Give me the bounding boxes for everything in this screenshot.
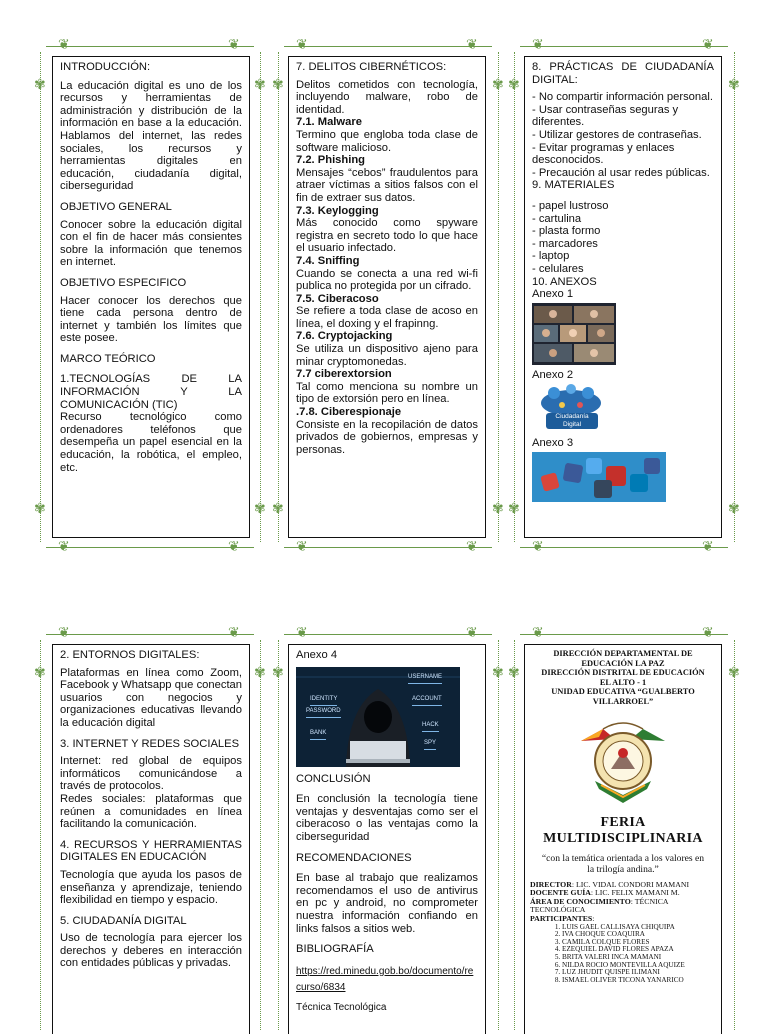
crime-list [296, 116, 478, 456]
vine-flourish-icon: ✾ [492, 665, 504, 681]
material-item: - celulares [532, 262, 584, 275]
vine-flourish-icon: ✾ [728, 665, 740, 681]
vine-flourish-icon: ✾ [254, 77, 266, 93]
vine-flourish-icon: ✾ [508, 665, 520, 681]
material-item: - laptop [532, 250, 570, 263]
practice-item: - Evitar programas y enlaces desconocidos. [532, 141, 675, 167]
vine-flourish-icon: ❦ [228, 37, 240, 53]
school-crest-icon [573, 711, 673, 811]
paragraph: Tecnología que ayuda los pasos de enseñanza y aprendizaje, teniendo flexibilidad en tiempo y espacio. [60, 868, 242, 907]
director-name: : LIC. VIDAL CONDORI MAMANI [571, 879, 690, 889]
hacker-tag-label: BANK [310, 727, 326, 741]
header-line: EDUCACIÓN LA PAZ [581, 658, 665, 668]
crime-heading: 7.6. Cryptojacking [296, 330, 393, 343]
hacker-tag-label: HACK [422, 719, 439, 733]
paragraph: Redes sociales: plataformas que reúnen a comunidades en línea facilitando la comunicación. [60, 792, 242, 831]
director-label: DIRECTOR [530, 879, 572, 889]
paragraph: Uso de tecnología para ejercer los derechos y deberes en interacción con entidades públicas y privadas. [60, 932, 242, 970]
teacher-name: : LIC. FELIX MAMANI M. [590, 888, 680, 898]
area-label: ÁREA DE CONOCIMIENTO [530, 896, 631, 906]
vine-flourish-icon: ✾ [272, 77, 284, 93]
practice-item: - Usar contraseñas seguras y diferentes. [532, 103, 679, 129]
crime-description: Más conocido como spyware registra en secreto todo lo que hace el usuario infectado. [296, 217, 478, 255]
crime-description: Termino que engloba toda clase de software malicioso. [296, 128, 478, 154]
vine-flourish-icon: ✾ [508, 77, 520, 93]
hacker-image [296, 667, 460, 767]
hacker-tag-label: USERNAME [408, 671, 442, 685]
fair-subtitle: “con la temática orientada a los valores en la trilogía andina.” [541, 852, 705, 875]
header-line: UNIDAD EDUCATIVA “GUALBERTO [551, 687, 695, 697]
section-title: RECOMENDACIONES [296, 851, 412, 864]
crime-heading: 7.2. Phishing [296, 154, 366, 167]
section-title: CONCLUSIÓN [296, 772, 371, 785]
annex-label: Anexo 4 [296, 649, 338, 661]
panel-conclusion [288, 644, 486, 1034]
vine-flourish-icon: ❦ [532, 625, 544, 641]
vine-flourish-icon: ✾ [34, 501, 46, 517]
panel-cybercrimes [288, 56, 486, 538]
practice-item: - No compartir información personal. [532, 91, 713, 104]
vine-flourish-icon: ❦ [532, 37, 544, 53]
crime-description: Tal como menciona su nombre un tipo de extorsión pero en línea. [296, 380, 478, 406]
vine-flourish-icon: ✾ [34, 665, 46, 681]
practice-list [532, 91, 714, 179]
paragraph: Conocer sobre la educación digital con el fin de hacer más consientes sobre la información que tenemos en internet. [60, 218, 242, 269]
panel-digital-environments [52, 644, 250, 1034]
annex-label: Anexo 1 [532, 288, 574, 301]
hacker-tag-label: IDENTITY [310, 693, 337, 707]
logo-label: Ciudadanía Digital [546, 413, 598, 429]
vine-flourish-icon: ❦ [296, 37, 308, 53]
section-title: OBJETIVO ESPECIFICO [60, 276, 187, 289]
crime-description: Se refiere a toda clase de acoso en línea, el doxing y el frapinng. [296, 305, 478, 330]
hacker-tag-label: ACCOUNT [412, 693, 442, 707]
material-item: - cartulina [532, 212, 582, 225]
participant-item: 2. IVA CHOQUE COAQUIRA [562, 931, 716, 939]
participant-item: 1. LUIS GAEL CALLISAYA CHIQUIPA [562, 924, 716, 932]
crime-heading: .7.8. Ciberespionaje [296, 406, 402, 419]
participant-item: 3. CAMILA COLQUE FLORES [562, 939, 716, 947]
participants-label: PARTICIPANTES [530, 913, 593, 923]
area-name: : TÉCNICA TECNOLÓGICA [530, 896, 669, 915]
vine-flourish-icon: ❦ [466, 625, 478, 641]
vine-flourish-icon: ❦ [702, 625, 714, 641]
header-line: EL ALTO - 1 [599, 677, 647, 687]
annex-label: Anexo 3 [532, 437, 574, 450]
section-title: 1.TECNOLOGÍAS DE LA INFORMACIÓN Y LA COMUNICACIÓN (TIC) [60, 373, 242, 411]
practice-item: - Precaución al usar redes públicas. [532, 166, 710, 179]
section-title: 8. PRÁCTICAS DE CIUDADANÍA DIGITAL: [532, 61, 714, 86]
material-item: - marcadores [532, 237, 598, 250]
section-title: INTRODUCCIÓN: [60, 61, 151, 73]
vine-flourish-icon: ❦ [466, 37, 478, 53]
social-media-image [532, 452, 666, 502]
material-list [532, 200, 714, 276]
paragraph: Internet: red global de equipos informáticos comunicándose a través de protocolos. [60, 755, 242, 793]
crime-heading: 7.4. Sniffing [296, 254, 360, 267]
vine-flourish-icon: ❦ [702, 37, 714, 53]
digital-citizenship-logo [536, 383, 606, 433]
paragraph: La educación digital es uno de los recursos y herramientas de administración y distribución de la información en base a la educación. Hablamos del internet, las redes sociales, los recursos y herramientas digitales en educación, ciudadanía digital, ciberseguridad [60, 79, 242, 193]
crime-heading: 7.3. Keylogging [296, 204, 379, 217]
vine-flourish-icon: ✾ [272, 501, 284, 517]
participant-item: 8. ISMAEL OLIVER TICONA YANARICO [562, 977, 716, 985]
material-item: - plasta formo [532, 225, 601, 238]
bibliography-link[interactable]: https://red.minedu.gob.bo/documento/recurso/6834 [296, 965, 474, 993]
section-title: 2. ENTORNOS DIGITALES: [60, 649, 200, 661]
vine-flourish-icon: ✾ [254, 665, 266, 681]
paragraph: Hacer conocer los derechos que tiene cada persona dentro de internet y también los límites que este posee. [60, 294, 242, 345]
paragraph: En base al trabajo que realizamos recomendamos el uso de antivirus en pc y android, no comprometer nuestra información confiando en links falsos a sitios web. [296, 872, 478, 935]
panel-cover: DIRECCIÓN DEPARTAMENTAL DE EDUCACIÓN LA PAZ DIRECCIÓN DISTRITAL DE EDUCACIÓN EL ALTO - 1 UNIDAD EDUCATIVA “GUALBERTO VILLARROEL” FERIA MULTIDISCIPLINARIA “con la temática orientada a los valores en la trilogía andina.” DIRECTOR: LIC. VIDAL CONDORI MAMANI DOCENTE GUÍA: LIC. FELIX MAMANI M. ÁREA DE CONOCIMIENTO: TÉCNICA TECNOLÓGICA PARTICIPANTES: 1. LUIS GAEL CALLISAYA CHIQUIPA 2. IVA CHOQUE COAQUIRA 3. CAMILA COLQUE FLORES 4. EZEQUIEL DAVID FLORES APAZA 5. BRITA VALERI INCA MAMANI 6. NILDA ROCIO MONTEVILLA AQUIZE 7. LUZ JHUDIT QUISPE ILIMANI 8. ISMAEL OLIVER TICONA YANARICO [524, 644, 722, 1034]
crime-heading: 7.5. Ciberacoso [296, 292, 379, 305]
section-title: 9. MATERIALES [532, 179, 615, 192]
vine-flourish-icon: ❦ [296, 625, 308, 641]
vine-flourish-icon: ✾ [34, 77, 46, 93]
crime-heading: 7.7 ciberextorsion [296, 368, 392, 381]
vine-flourish-icon: ❦ [228, 539, 240, 555]
crime-description: Consiste en la recopilación de datos privados de gobiernos, empresas y personas. [296, 418, 478, 456]
participant-item: 5. BRITA VALERI INCA MAMANI [562, 954, 716, 962]
section-title: 10. ANEXOS [532, 275, 597, 288]
section-title: 7. DELITOS CIBERNÉTICOS: [296, 61, 447, 73]
vine-flourish-icon: ✾ [508, 501, 520, 517]
panel-introduction [52, 56, 250, 538]
annex-label: Anexo 2 [532, 368, 574, 381]
paragraph: Recurso tecnológico como ordenadores teléfonos que desempeña un papel esencial en la educación, la robótica, el empleo, etc. [60, 411, 242, 474]
participant-item: 6. NILDA ROCIO MONTEVILLA AQUIZE [562, 962, 716, 970]
header-line: DIRECCIÓN DISTRITAL DE EDUCACIÓN [541, 668, 705, 678]
video-call-image [532, 303, 616, 365]
section-title: 5. CIUDADANÍA DIGITAL [60, 914, 187, 927]
vine-flourish-icon: ❦ [58, 539, 70, 555]
vine-flourish-icon: ✾ [492, 77, 504, 93]
vine-flourish-icon: ❦ [532, 539, 544, 555]
paragraph: En conclusión la tecnología tiene ventajas y desventajas como ser el ciberacoso o las ventajas como la ciberseguridad [296, 793, 478, 843]
header-line: DIRECCIÓN DEPARTAMENTAL DE [553, 649, 693, 658]
vine-flourish-icon: ✾ [492, 501, 504, 517]
fair-title: FERIA MULTIDISCIPLINARIA [543, 814, 703, 846]
material-item: - papel lustroso [532, 199, 609, 212]
vine-flourish-icon: ❦ [296, 539, 308, 555]
teacher-label: DOCENTE GUÍA [530, 888, 591, 898]
vine-flourish-icon: ❦ [58, 625, 70, 641]
hacker-tag-label: SPY [424, 737, 436, 751]
participant-item: 4. EZEQUIEL DAVID FLORES APAZA [562, 946, 716, 954]
section-title: 4. RECURSOS Y HERRAMIENTAS DIGITALES EN EDUCACIÓN [60, 838, 242, 864]
vine-flourish-icon: ❦ [702, 539, 714, 555]
vine-flourish-icon: ✾ [272, 665, 284, 681]
vine-flourish-icon: ✾ [254, 501, 266, 517]
panel-practices [524, 56, 722, 538]
vine-flourish-icon: ✾ [728, 501, 740, 517]
section-title: MARCO TEÓRICO [60, 352, 156, 365]
crime-description: Cuando se conecta a una red wi-fi publica no protegida por un cifrado. [296, 267, 478, 293]
section-title: 3. INTERNET Y REDES SOCIALES [60, 737, 240, 750]
paragraph: Plataformas en línea como Zoom, Facebook y Whatsapp que conectan usuarios con negocios y organizaciones educativas llevando la educación digital [60, 666, 242, 729]
paragraph: Delitos cometidos con tecnología, incluyendo malware, robo de identidad. [296, 78, 478, 116]
vine-flourish-icon: ❦ [228, 625, 240, 641]
vine-flourish-icon: ❦ [466, 539, 478, 555]
crime-heading: 7.1. Malware [296, 116, 362, 129]
hacker-tag-label: PASSWORD [306, 705, 341, 719]
vine-flourish-icon: ✾ [728, 77, 740, 93]
vine-flourish-icon: ❦ [58, 37, 70, 53]
institution-header [530, 649, 716, 707]
participant-item: 7. LUZ JHUDIT QUISPE ILIMANI [562, 969, 716, 977]
header-line: VILLARROEL” [592, 696, 654, 706]
crime-description: Se utiliza un dispositivo ajeno para minar cryptomonedas. [296, 343, 478, 368]
section-title: BIBLIOGRAFÍA [296, 943, 374, 956]
practice-item: - Utilizar gestores de contraseñas. [532, 128, 702, 141]
crime-description: Mensajes “cebos” fraudulentos para atraer víctimas a sitios falsos con el fin de extraer sus datos. [296, 166, 478, 204]
participants-list [530, 924, 716, 985]
bibliography-item: Técnica Tecnológica [296, 1001, 387, 1013]
section-title: OBJETIVO GENERAL [60, 200, 172, 213]
